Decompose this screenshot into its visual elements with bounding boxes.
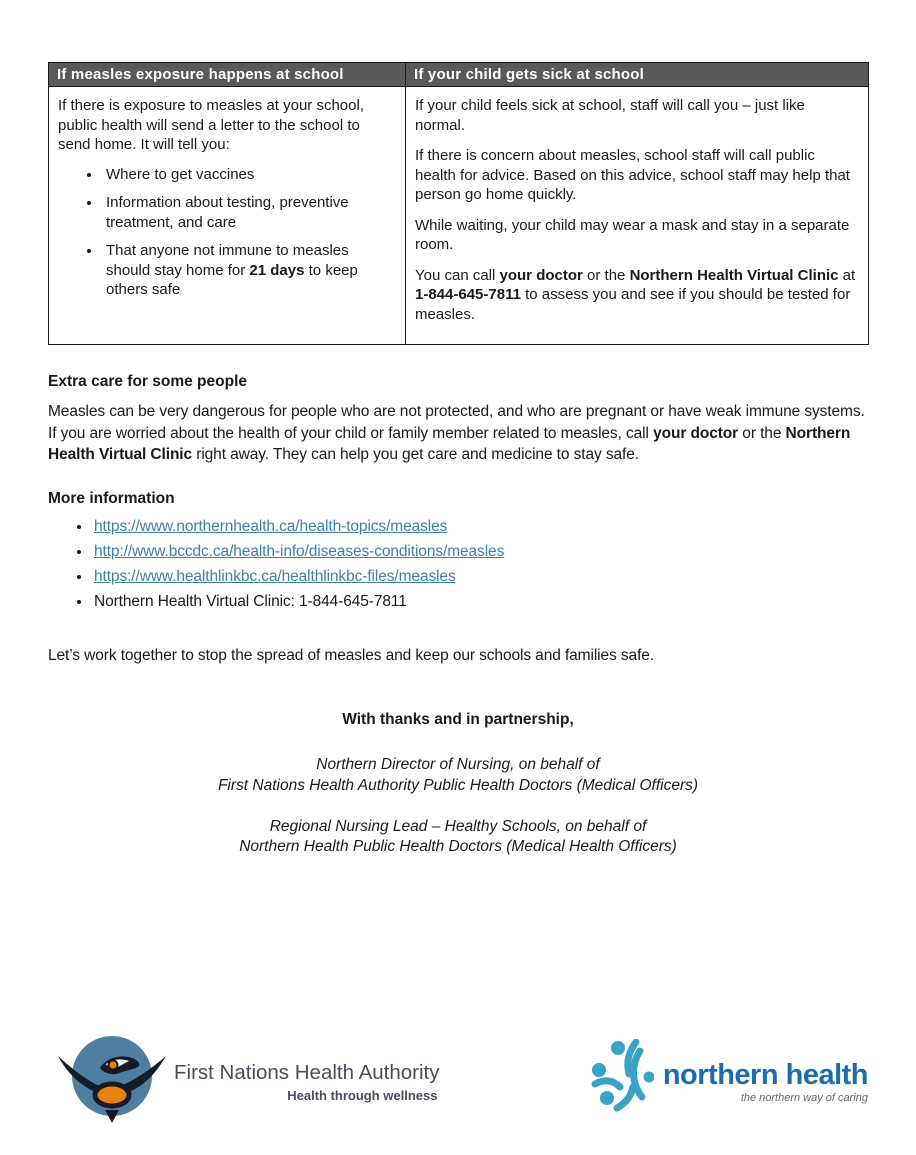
exposure-bullet-list (58, 165, 395, 300)
list-item (92, 568, 868, 586)
closing-line: Let’s work together to stop the spread of measles and keep our schools and families safe. (48, 647, 654, 665)
northern-health-mark-icon (590, 1039, 654, 1126)
list-item (92, 543, 868, 561)
exposure-bullet: • That anyone not immune to measles should stay home for 21 days to keep others safe (102, 241, 395, 300)
table-body-row (49, 87, 869, 345)
northern-health-name: northern health (662, 1059, 868, 1091)
extra-care-paragraph: Measles can be very dangerous for people who are not protected, and who are pregnant or have weak immune systems. If you are worried about the health of your child or family member related to measles, call your doctor or the Northern Health Virtual Clinic right away. They can help you get care and medicine to stay safe. (48, 403, 865, 464)
thanks-heading: With thanks and in partnership, (342, 711, 574, 729)
extra-care-section (48, 373, 868, 466)
fnha-tagline: Health through wellness (287, 1087, 438, 1103)
signature-block-fnha (48, 755, 868, 796)
exposure-intro: If there is exposure to measles at your school, public health will send a letter to the school to send home. It will tell you: (58, 97, 364, 153)
fnha-logo (56, 1030, 439, 1135)
signature-block-nh (48, 817, 868, 858)
northern-health-tagline: the northern way of caring (740, 1092, 868, 1104)
fnha-wordmark (174, 1062, 439, 1103)
extra-care-heading: Extra care for some people (48, 373, 247, 390)
sick-paragraph: While waiting, your child may wear a mask and stay in a separate room. (415, 216, 850, 253)
exposure-cell (49, 87, 406, 345)
virtual-clinic-phone: Northern Health Virtual Clinic: 1-844-645-7811 (94, 593, 407, 611)
table-header-sick: If your child gets sick at school (406, 63, 869, 87)
more-info-section (48, 490, 868, 611)
signature-line: Regional Nursing Lead – Healthy Schools, on behalf of (269, 817, 647, 835)
northern-health-logo (590, 1039, 868, 1126)
more-info-heading: More information (48, 490, 175, 508)
signature-line: Northern Director of Nursing, on behalf of (316, 756, 600, 774)
sick-paragraph: If your child feels sick at school, staff will call you – just like normal. (415, 97, 805, 134)
more-info-list (48, 518, 868, 611)
sick-cell (406, 87, 869, 345)
sick-paragraph: You can call your doctor or the Northern Health Virtual Clinic at 1-844-645-7811 to assess you and see if you should be tested for measles. (415, 266, 856, 323)
fnha-name: First Nations Health Authority (174, 1061, 440, 1085)
table-header-row (49, 63, 869, 87)
bccdc-measles-link[interactable]: http://www.bccdc.ca/health-info/diseases-conditions/measles (94, 543, 505, 561)
list-item (92, 593, 868, 611)
sick-paragraph: If there is concern about measles, school staff will call public health for advice. Based on this advice, school staff may help that person go home quickly. (415, 147, 850, 203)
signature-line: First Nations Health Authority Public Health Doctors (Medical Officers) (217, 776, 699, 794)
northern-health-wordmark (663, 1061, 868, 1104)
footer-logos (56, 1030, 868, 1135)
fnha-eagle-icon (56, 1030, 168, 1135)
signature-line: Northern Health Public Health Doctors (Medical Health Officers) (239, 838, 677, 856)
exposure-bullet: • Information about testing, preventive treatment, and care (102, 193, 395, 232)
northernhealth-measles-link[interactable]: https://www.northernhealth.ca/health-topics/measles (94, 518, 448, 536)
healthlinkbc-measles-link[interactable]: https://www.healthlinkbc.ca/healthlinkbc-files/measles (94, 568, 456, 586)
measles-info-table (48, 62, 869, 345)
table-header-exposure: If measles exposure happens at school (49, 63, 406, 87)
list-item (92, 518, 868, 536)
exposure-bullet: • Where to get vaccines (102, 165, 395, 185)
